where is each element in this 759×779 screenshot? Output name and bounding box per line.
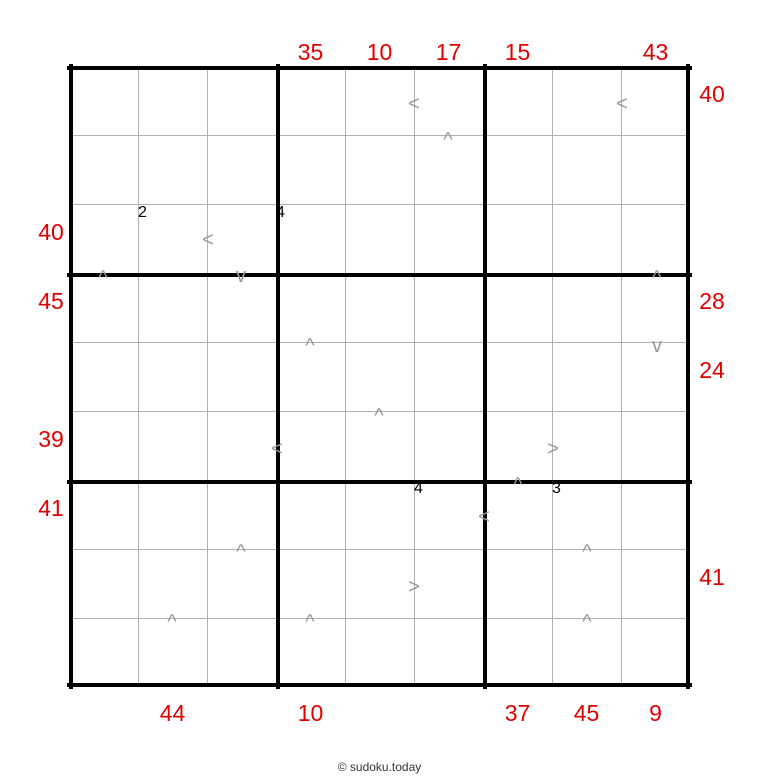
grid-cell[interactable] <box>414 204 483 273</box>
grid-cell[interactable] <box>483 66 552 135</box>
grid-cell[interactable] <box>345 204 414 273</box>
grid-cell[interactable] <box>483 204 552 273</box>
comparator-greater-than-icon: > <box>408 576 420 598</box>
bottom-sum-clue: 9 <box>649 700 662 726</box>
bottom-sum-clue: 44 <box>159 700 186 726</box>
grid-cell[interactable] <box>552 204 621 273</box>
footer-credit: © sudoku.today <box>337 760 422 774</box>
comparator-up-icon: ^ <box>582 541 592 563</box>
grid-cell[interactable] <box>69 549 138 618</box>
comparator-less-than-icon: < <box>478 506 490 528</box>
grid-cell[interactable] <box>207 66 276 135</box>
grid-cell[interactable] <box>345 273 414 342</box>
grid-cell[interactable] <box>414 273 483 342</box>
grid-box-line-horizontal <box>67 480 692 484</box>
comparator-up-icon: ^ <box>167 611 177 633</box>
grid-cell[interactable] <box>207 618 276 687</box>
grid-cell[interactable] <box>69 342 138 411</box>
cell-value[interactable]: 4 <box>414 480 423 497</box>
grid-cell[interactable] <box>138 273 207 342</box>
top-sum-clue: 17 <box>435 39 462 65</box>
left-sum-clue: 45 <box>38 287 64 314</box>
grid-cell[interactable] <box>345 342 414 411</box>
comparator-up-icon: ^ <box>305 611 315 633</box>
grid-line-horizontal <box>69 135 690 136</box>
bottom-sum-clue: 37 <box>504 700 531 726</box>
comparator-less-than-icon: < <box>202 229 214 251</box>
grid-cell[interactable] <box>621 480 690 549</box>
grid-box-line-horizontal <box>67 66 692 70</box>
grid-cell[interactable] <box>69 618 138 687</box>
grid-cell[interactable] <box>207 135 276 204</box>
right-sum-clue: 40 <box>699 80 725 107</box>
grid-cell[interactable] <box>552 480 621 549</box>
bottom-sum-clue: 10 <box>297 700 324 726</box>
grid-line-horizontal <box>69 204 690 205</box>
comparator-up-icon: ^ <box>513 474 523 496</box>
grid-box-line-horizontal <box>67 683 692 687</box>
grid-cell[interactable] <box>483 549 552 618</box>
grid-box-line-vertical <box>483 64 487 689</box>
left-sum-clue: 41 <box>38 494 64 521</box>
grid-cell[interactable] <box>552 342 621 411</box>
grid-cell[interactable] <box>138 135 207 204</box>
grid-line-vertical <box>552 66 553 687</box>
right-sum-clue: 28 <box>699 287 725 314</box>
grid-line-vertical <box>621 66 622 687</box>
top-sum-clue: 15 <box>504 39 531 65</box>
sudoku-grid[interactable] <box>69 66 690 687</box>
grid-cell[interactable] <box>345 480 414 549</box>
grid-cell[interactable] <box>138 480 207 549</box>
comparator-down-icon: v <box>652 335 662 357</box>
comparator-up-icon: ^ <box>443 129 453 151</box>
comparator-up-icon: ^ <box>374 405 384 427</box>
right-sum-clue: 24 <box>699 356 725 383</box>
grid-cell[interactable] <box>483 135 552 204</box>
grid-cell[interactable] <box>138 66 207 135</box>
comparator-up-icon: ^ <box>98 267 108 289</box>
grid-cell[interactable] <box>138 549 207 618</box>
top-sum-clue: 35 <box>297 39 324 65</box>
grid-cell[interactable] <box>276 549 345 618</box>
left-sum-clue: 40 <box>38 218 64 245</box>
grid-cell[interactable] <box>69 135 138 204</box>
comparator-greater-than-icon: > <box>547 438 559 460</box>
top-sum-clue: 10 <box>366 39 393 65</box>
comparator-less-than-icon: < <box>408 93 420 115</box>
comparator-down-icon: v <box>236 265 246 287</box>
grid-cell[interactable] <box>207 342 276 411</box>
grid-cell[interactable] <box>345 618 414 687</box>
right-sum-clue: 41 <box>699 563 725 590</box>
grid-cell[interactable] <box>552 273 621 342</box>
grid-cell[interactable] <box>414 342 483 411</box>
grid-cell[interactable] <box>138 342 207 411</box>
grid-cell[interactable] <box>621 618 690 687</box>
grid-cell[interactable] <box>414 618 483 687</box>
comparator-up-icon: ^ <box>652 267 662 289</box>
comparator-up-icon: ^ <box>236 541 246 563</box>
cell-value[interactable]: 4 <box>276 204 285 221</box>
grid-cell[interactable] <box>414 411 483 480</box>
top-sum-clue: 43 <box>642 39 669 65</box>
grid-cell[interactable] <box>276 273 345 342</box>
grid-line-vertical <box>138 66 139 687</box>
cell-value[interactable]: 3 <box>552 480 561 497</box>
grid-cell[interactable] <box>483 273 552 342</box>
grid-cell[interactable] <box>483 618 552 687</box>
grid-cell[interactable] <box>621 204 690 273</box>
bottom-sum-clue: 45 <box>573 700 600 726</box>
grid-cell[interactable] <box>276 66 345 135</box>
grid-cell[interactable] <box>276 204 345 273</box>
grid-line-horizontal <box>69 342 690 343</box>
grid-cell[interactable] <box>345 135 414 204</box>
grid-cell[interactable] <box>276 135 345 204</box>
grid-cell[interactable] <box>621 411 690 480</box>
grid-cell[interactable] <box>621 135 690 204</box>
grid-cell[interactable] <box>552 135 621 204</box>
comparator-up-icon: ^ <box>305 335 315 357</box>
comparator-up-icon: ^ <box>582 611 592 633</box>
left-sum-clue: 39 <box>38 425 64 452</box>
grid-cell[interactable] <box>276 480 345 549</box>
grid-cell[interactable] <box>483 342 552 411</box>
comparator-less-than-icon: < <box>616 93 628 115</box>
grid-box-line-vertical <box>276 64 280 689</box>
grid-cell[interactable] <box>207 480 276 549</box>
grid-cell[interactable] <box>138 411 207 480</box>
comparator-less-than-icon: < <box>271 438 283 460</box>
grid-cell[interactable] <box>69 66 138 135</box>
grid-box-line-horizontal <box>67 273 692 277</box>
grid-line-vertical <box>207 66 208 687</box>
grid-box-line-vertical <box>69 64 73 689</box>
cell-value[interactable]: 2 <box>138 204 147 221</box>
grid-line-vertical <box>345 66 346 687</box>
